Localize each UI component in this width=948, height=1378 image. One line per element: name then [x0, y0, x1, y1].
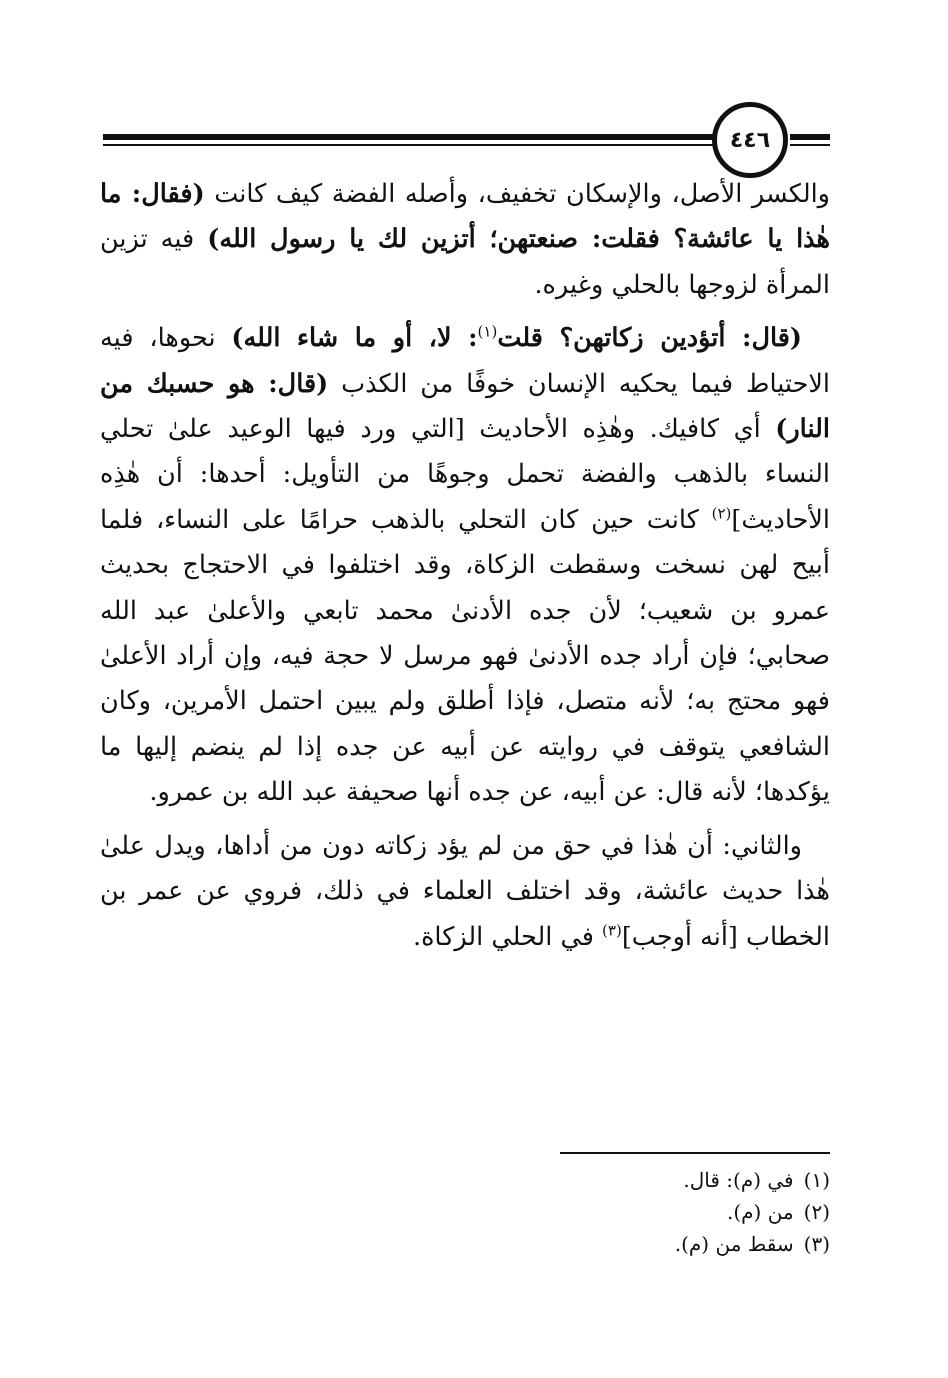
footnote-separator [560, 1152, 830, 1154]
footnote-number: (٢) [803, 1200, 830, 1224]
p2-bold-2: : لا، أو ما شاء الله) [231, 323, 478, 354]
p2-text-1: نحوها، فيه الاحتياط فيما يحكيه الإنسان خوفًا من الكذب [100, 323, 830, 399]
p2-bold-1: (قال: أتؤدين زكاتهن؟ قلت [497, 323, 802, 354]
page-header [0, 0, 948, 170]
p1-text-1: والكسر الأصل، والإسكان تخفيف، وأصله الفضة كيف كانت [204, 179, 830, 209]
p1-text-2: فيه تزين المرأة لزوجها بالحلي وغيره. [100, 224, 830, 300]
paragraph-2 [100, 316, 830, 815]
p3-text-2: في الحلي الزكاة. [412, 921, 603, 952]
footnote-number: (١) [803, 1168, 830, 1192]
header-rule-thin [103, 144, 715, 146]
page-number-badge [712, 102, 788, 178]
footnote-ref-3: (٣) [602, 921, 622, 939]
paragraph-1 [100, 172, 830, 308]
paragraph-3 [100, 824, 830, 960]
footnotes [400, 1164, 830, 1260]
footnote-text: سقط من (م). [674, 1232, 794, 1256]
footnote-ref-2: (٢) [711, 504, 732, 523]
p1-bold-1: (فقال: ما هٰذا يا عائشة؟ فقلت: صنعتهن؛ أتزين لك يا رسول الله) [100, 179, 830, 255]
footnote-2 [400, 1196, 830, 1228]
header-rule-thick [103, 134, 715, 140]
main-text [100, 172, 830, 968]
p2-text-3: كانت حين كان التحلي بالذهب حرامًا على النساء، فلما أبيح لهن نسخت وسقطت الزكاة، وقد اختلفوا في الاحتجاج بحديث عمرو بن شعيب؛ لأن جده الأدنىٰ محمد تابعي والأعلىٰ عبد الله صحابي؛ فإن أراد جده الأدنىٰ فهو مرسل لا حجة فيه، وإن أراد الأعلىٰ فهو محتج به؛ لأنه متصل، فإذا أطلق ولم يبين احتمل الأمرين، وكان الشافعي يتوقف في روايته عن أبيه عن جده إذا لم ينضم إليها ما يؤكدها؛ لأنه قال: عن أبيه، عن جده أنها صحيفة عبد الله بن عمرو. [100, 504, 830, 808]
footnote-number: (٣) [803, 1232, 830, 1256]
footnote-3 [400, 1228, 830, 1260]
p2-bold-3: (قال: هو حسبك من النار) [100, 368, 830, 445]
header-rule-right-thin [790, 144, 830, 146]
footnote-ref-1: (١) [477, 322, 498, 341]
p2-text-2: أي كافيك. وهٰذِه الأحاديث [التي ورد فيها الوعيد علىٰ تحلي النساء بالذهب والفضة تحمل وجوهًا من التأويل: أحدها: أن هٰذِه الأحاديث] [100, 414, 830, 535]
page-number: ٤٤٦ [729, 127, 771, 153]
footnote-1 [400, 1164, 830, 1196]
header-rule-right-thick [790, 134, 830, 140]
footnote-text: من (م). [726, 1200, 794, 1224]
p3-text-1: والثاني: أن هٰذا في حق من لم يؤد زكاته دون من أداها، ويدل علىٰ هٰذا حديث عائشة، وقد اختلف العلماء في ذلك، فروي عن عمر بن الخطاب [أنه أوجب] [100, 830, 830, 952]
footnote-text: في (م): قال. [683, 1168, 794, 1192]
